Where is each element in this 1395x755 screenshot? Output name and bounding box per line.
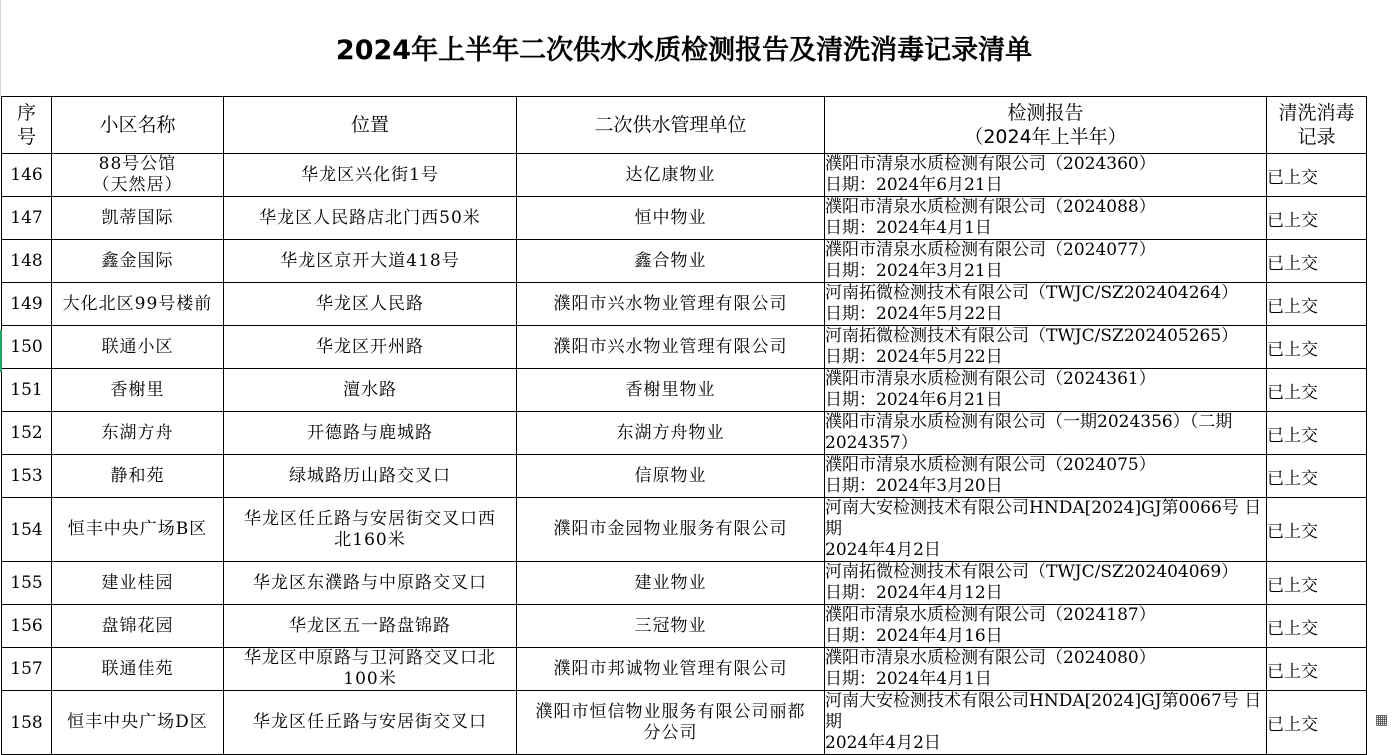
cell-seq[interactable]: 157 [2,648,52,691]
table-row[interactable] [2,562,1367,605]
cell-location[interactable]: 绿城路历山路交叉口 [224,455,517,498]
cell-record[interactable]: 已上交 [1267,326,1367,369]
cell-seq[interactable]: 149 [2,283,52,326]
cell-report[interactable]: 濮阳市清泉水质检测有限公司（2024088） 日期：2024年4月1日 [825,197,1267,240]
cell-manager[interactable]: 信原物业 [517,455,825,498]
cell-seq[interactable]: 158 [2,691,52,755]
cell-location[interactable]: 华龙区五一路盘锦路 [224,605,517,648]
cell-location[interactable]: 华龙区任丘路与安居街交叉口 [224,691,517,755]
cell-community[interactable]: 恒丰中央广场D区 [52,691,224,755]
cell-manager[interactable]: 濮阳市恒信物业服务有限公司丽都 分公司 [517,691,825,755]
cell-manager[interactable]: 鑫合物业 [517,240,825,283]
cell-report[interactable]: 濮阳市清泉水质检测有限公司（2024077） 日期：2024年3月21日 [825,240,1267,283]
cell-location[interactable]: 华龙区人民路店北门西50米 [224,197,517,240]
cell-record[interactable]: 已上交 [1267,455,1367,498]
header-report: 检测报告 （2024年上半年） [825,97,1267,154]
cell-location[interactable]: 华龙区开州路 [224,326,517,369]
cell-manager[interactable]: 濮阳市兴水物业管理有限公司 [517,283,825,326]
cell-community[interactable]: 恒丰中央广场B区 [52,498,224,562]
table-row[interactable] [2,605,1367,648]
cell-record[interactable]: 已上交 [1267,648,1367,691]
cell-seq[interactable]: 148 [2,240,52,283]
cell-community[interactable]: 静和苑 [52,455,224,498]
header-seq: 序 号 [2,97,52,154]
cell-record[interactable]: 已上交 [1267,562,1367,605]
table-row[interactable] [2,455,1367,498]
cell-location[interactable]: 华龙区中原路与卫河路交叉口北 100米 [224,648,517,691]
record-table [1,96,1367,755]
cell-community[interactable]: 88号公馆 （天然居） [52,154,224,197]
cell-community[interactable]: 东湖方舟 [52,412,224,455]
cell-seq[interactable]: 153 [2,455,52,498]
cell-report[interactable]: 河南拓微检测技术有限公司（TWJC/SZ202405265） 日期：2024年5月22日 [825,326,1267,369]
cell-manager[interactable]: 濮阳市兴水物业管理有限公司 [517,326,825,369]
cell-location[interactable]: 华龙区京开大道418号 [224,240,517,283]
header-manager: 二次供水管理单位 [517,97,825,154]
cell-location[interactable]: 华龙区人民路 [224,283,517,326]
cell-manager[interactable]: 三冠物业 [517,605,825,648]
cell-manager[interactable]: 香榭里物业 [517,369,825,412]
cell-seq[interactable]: 155 [2,562,52,605]
header-location: 位置 [224,97,517,154]
cell-location[interactable]: 华龙区任丘路与安居街交叉口西 北160米 [224,498,517,562]
cell-record[interactable]: 已上交 [1267,498,1367,562]
cell-report[interactable]: 河南大安检测技术有限公司HNDA[2024]GJ第0067号 日期 2024年4月2日 [825,691,1267,755]
cell-location[interactable]: 华龙区兴化街1号 [224,154,517,197]
table-row[interactable] [2,326,1367,369]
cell-record[interactable]: 已上交 [1267,197,1367,240]
cell-manager[interactable]: 濮阳市邦诚物业管理有限公司 [517,648,825,691]
cell-manager[interactable]: 恒中物业 [517,197,825,240]
table-row[interactable] [2,197,1367,240]
cell-report[interactable]: 濮阳市清泉水质检测有限公司（一期2024356）（二期 2024357） [825,412,1267,455]
cell-seq[interactable]: 146 [2,154,52,197]
cell-community[interactable]: 联通佳苑 [52,648,224,691]
cell-record[interactable]: 已上交 [1267,154,1367,197]
cell-community[interactable]: 联通小区 [52,326,224,369]
cell-seq[interactable]: 152 [2,412,52,455]
cell-seq[interactable]: 151 [2,369,52,412]
cell-report[interactable]: 河南拓微检测技术有限公司（TWJC/SZ202404264） 日期：2024年5月22日 [825,283,1267,326]
cell-record[interactable]: 已上交 [1267,369,1367,412]
header-row [2,97,1367,154]
selected-row-marker [0,330,2,372]
cell-seq[interactable]: 150 [2,326,52,369]
cell-manager[interactable]: 濮阳市金园物业服务有限公司 [517,498,825,562]
cell-record[interactable]: 已上交 [1267,283,1367,326]
cell-manager[interactable]: 建业物业 [517,562,825,605]
table-row[interactable] [2,369,1367,412]
cell-location[interactable]: 澶水路 [224,369,517,412]
cell-report[interactable]: 濮阳市清泉水质检测有限公司（2024187） 日期：2024年4月16日 [825,605,1267,648]
table-row[interactable] [2,283,1367,326]
cell-report[interactable]: 濮阳市清泉水质检测有限公司（2024360） 日期：2024年6月21日 [825,154,1267,197]
cell-manager[interactable]: 达亿康物业 [517,154,825,197]
cell-location[interactable]: 开德路与鹿城路 [224,412,517,455]
table-row[interactable] [2,691,1367,755]
cell-report[interactable]: 濮阳市清泉水质检测有限公司（2024075） 日期：2024年3月20日 [825,455,1267,498]
cell-report[interactable]: 濮阳市清泉水质检测有限公司（2024361） 日期：2024年6月21日 [825,369,1267,412]
table-row[interactable] [2,240,1367,283]
cell-manager[interactable]: 东湖方舟物业 [517,412,825,455]
cell-community[interactable]: 凯蒂国际 [52,197,224,240]
cell-report[interactable]: 河南拓微检测技术有限公司（TWJC/SZ202404069） 日期：2024年4月12日 [825,562,1267,605]
table-row[interactable] [2,412,1367,455]
cell-record[interactable]: 已上交 [1267,412,1367,455]
cell-seq[interactable]: 154 [2,498,52,562]
cell-record[interactable]: 已上交 [1267,240,1367,283]
page-title: 2024年上半年二次供水水质检测报告及清洗消毒记录清单 [335,35,1033,66]
cell-record[interactable]: 已上交 [1267,691,1367,755]
cell-seq[interactable]: 156 [2,605,52,648]
cell-report[interactable]: 河南大安检测技术有限公司HNDA[2024]GJ第0066号 日期 2024年4月2日 [825,498,1267,562]
table-row[interactable] [2,154,1367,197]
table-row[interactable] [2,498,1367,562]
table-row[interactable] [2,648,1367,691]
cell-location[interactable]: 华龙区东濮路与中原路交叉口 [224,562,517,605]
cell-community[interactable]: 香榭里 [52,369,224,412]
cell-report[interactable]: 濮阳市清泉水质检测有限公司（2024080） 日期：2024年4月1日 [825,648,1267,691]
cell-community[interactable]: 建业桂园 [52,562,224,605]
title-row [0,0,1395,97]
cell-community[interactable]: 大化北区99号楼前 [52,283,224,326]
header-record: 清洗消毒 记录 [1267,97,1367,154]
cell-community[interactable]: 盘锦花园 [52,605,224,648]
header-community: 小区名称 [52,97,224,154]
table-body [2,154,1367,755]
cell-seq[interactable]: 147 [2,197,52,240]
sheet-corner-icon: ▦ [1375,712,1389,728]
cell-community[interactable]: 鑫金国际 [52,240,224,283]
cell-record[interactable]: 已上交 [1267,605,1367,648]
